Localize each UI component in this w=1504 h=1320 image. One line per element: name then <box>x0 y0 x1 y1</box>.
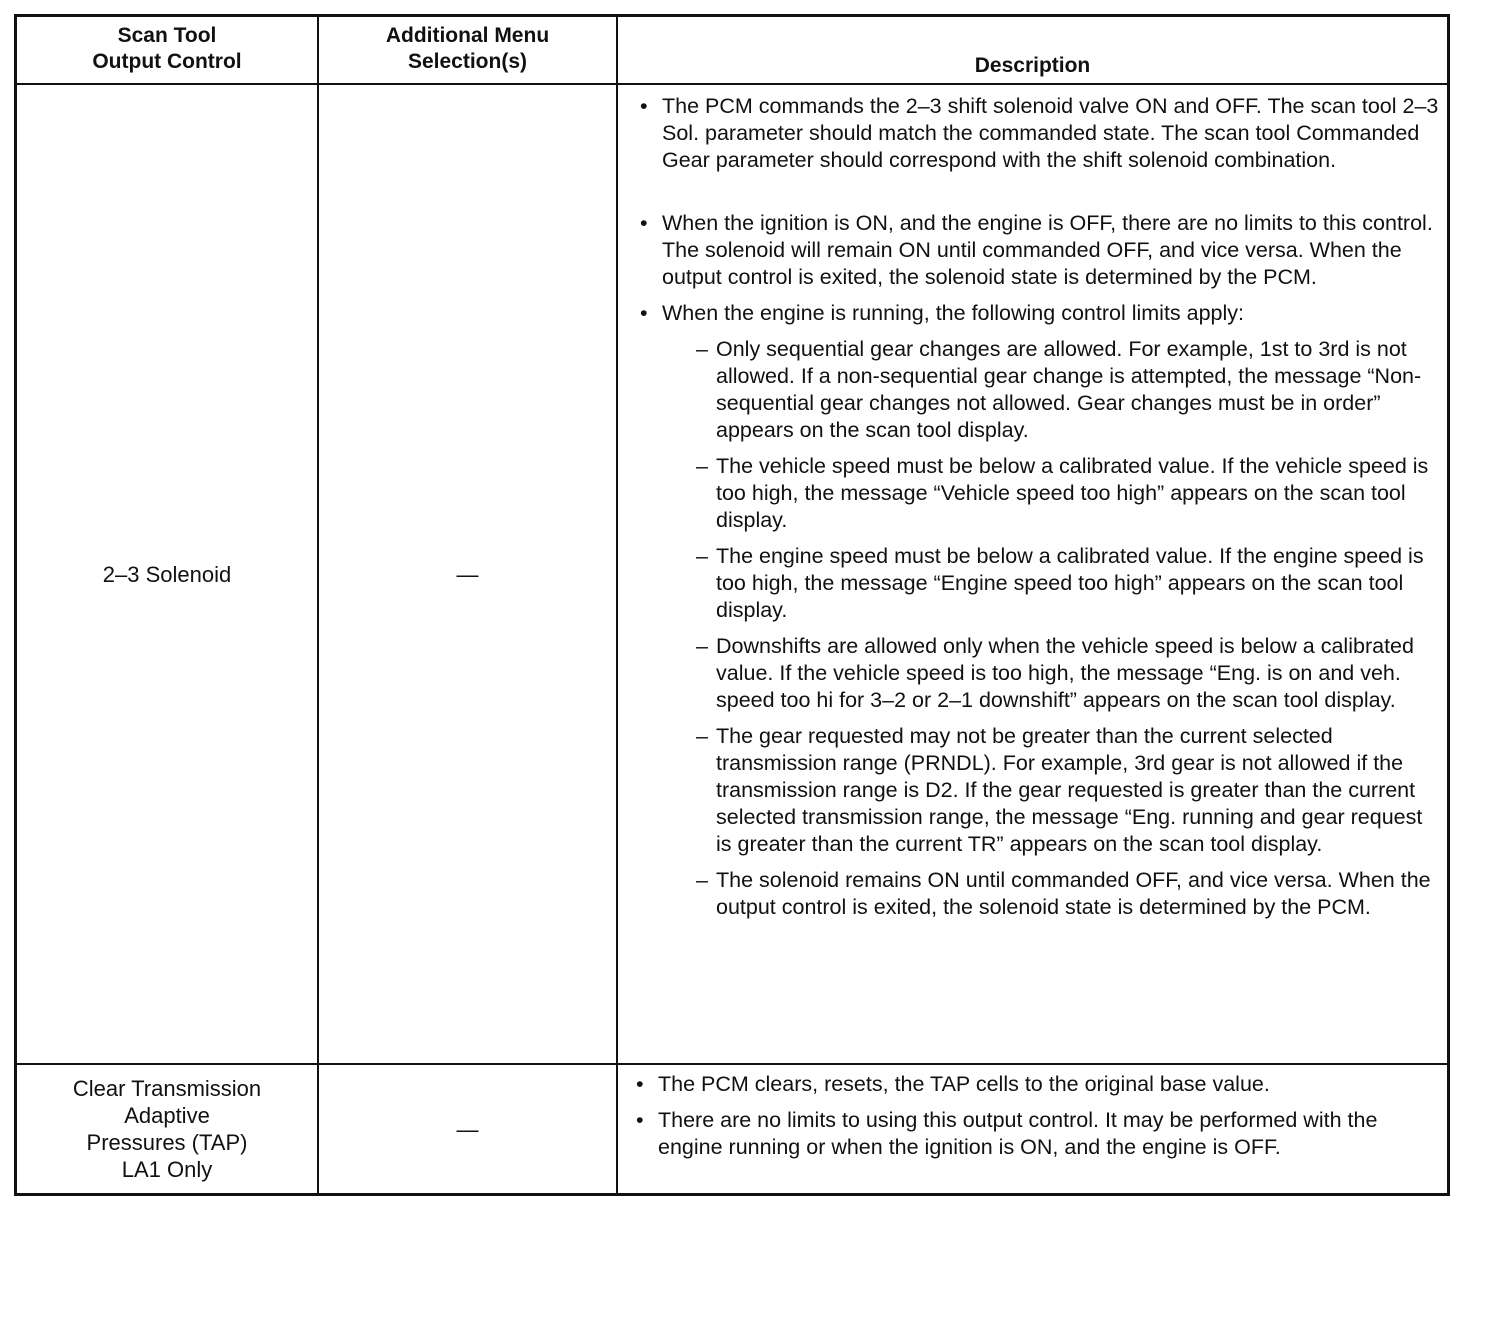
description-sub-item: – The solenoid remains ON until commanded OFF, and vice versa. When the output control is exited, the solenoid state is determined by the PCM. <box>716 867 1439 921</box>
description-cell <box>618 1065 1447 1193</box>
description-bullet: • There are no limits to using this output control. It may be performed with the engine running or when the ignition is ON, and the engine is OFF. <box>658 1107 1439 1161</box>
header-menu-selection: Additional Menu Selection(s) <box>319 17 618 83</box>
table-header-row <box>17 17 1447 85</box>
table-row <box>17 85 1447 1065</box>
menu-selection-cell: — <box>319 1065 618 1193</box>
header-description: Description <box>974 54 1091 77</box>
header-output-control: Scan Tool Output Control <box>17 17 319 83</box>
description-cell <box>618 85 1447 1063</box>
description-sub-item: – The engine speed must be below a calibrated value. If the engine speed is too high, the message “Engine speed too high” appears on the scan tool display. <box>716 543 1439 624</box>
description-sub-item: – Downshifts are allowed only when the vehicle speed is below a calibrated value. If the vehicle speed is too high, the message “Eng. is on and veh. speed too hi for 3–2 or 2–1 downshift” appears on the scan tool display. <box>716 633 1439 714</box>
output-control-cell: 2–3 Solenoid <box>17 85 319 1063</box>
description-bullet: • The PCM commands the 2–3 shift solenoid valve ON and OFF. The scan tool 2–3 Sol. parameter should match the commanded state. The scan tool Commanded Gear parameter should correspond with the shift solenoid combination. <box>662 93 1439 174</box>
description-bullet: • The PCM clears, resets, the TAP cells to the original base value. <box>658 1071 1439 1098</box>
menu-selection-cell: — <box>319 85 618 1063</box>
description-bullet: • When the engine is running, the following control limits apply: <box>662 300 1439 327</box>
description-sub-item: – The gear requested may not be greater than the current selected transmission range (PRNDL). For example, 3rd gear is not allowed if the transmission range is D2. If the gear requested is greater than the current selected transmission range, the message “Eng. running and gear request is greater than the current TR” appears on the scan tool display. <box>716 723 1439 858</box>
output-control-cell: Clear Transmission Adaptive Pressures (TAP) LA1 Only <box>17 1065 319 1193</box>
output-control-table <box>14 14 1450 1196</box>
description-bullet: • When the ignition is ON, and the engine is OFF, there are no limits to this control. The solenoid will remain ON until commanded OFF, and vice versa. When the output control is exited, the solenoid state is determined by the PCM. <box>662 210 1439 291</box>
table-row <box>17 1065 1447 1193</box>
description-sub-item: – The vehicle speed must be below a calibrated value. If the vehicle speed is too high, the message “Vehicle speed too high” appears on the scan tool display. <box>716 453 1439 534</box>
description-sub-item: – Only sequential gear changes are allowed. For example, 1st to 3rd is not allowed. If a non-sequential gear change is attempted, the message “Non-sequential gear changes not allowed. Gear changes must be in order” appears on the scan tool display. <box>716 336 1439 444</box>
